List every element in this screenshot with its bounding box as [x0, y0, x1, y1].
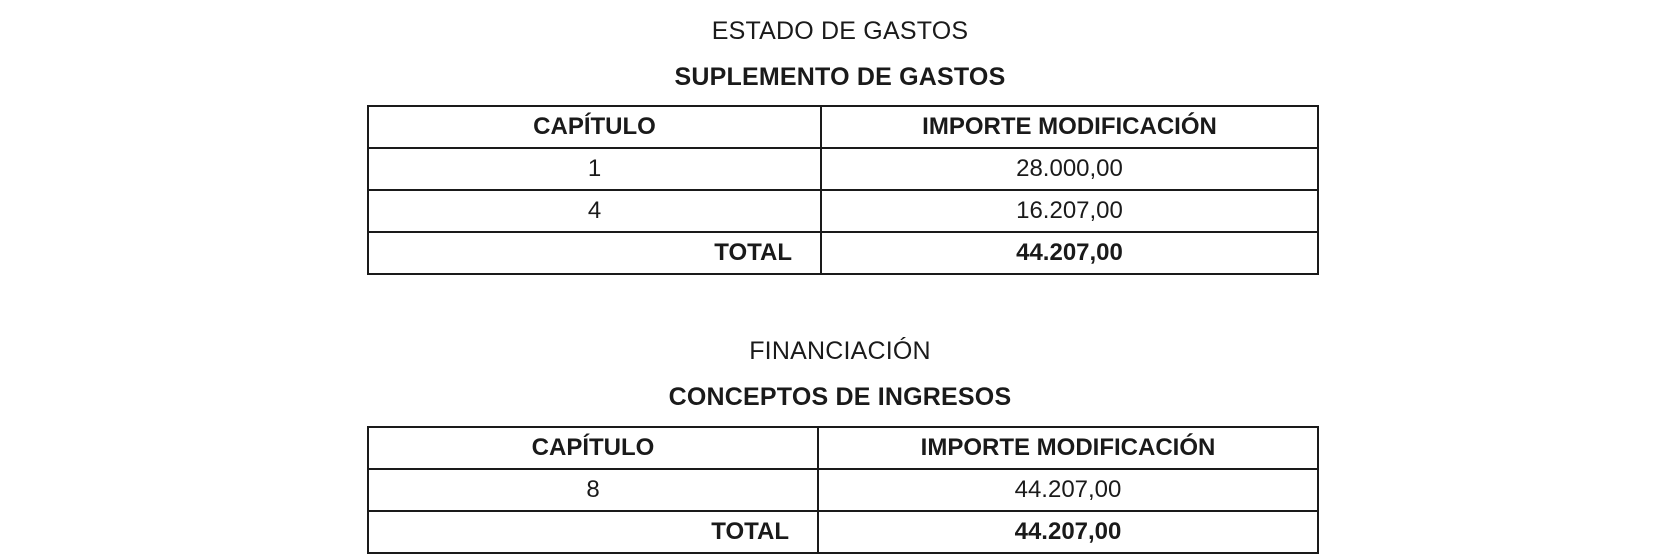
table-header-row: [368, 427, 1318, 469]
total-value: 44.207,00: [818, 511, 1318, 553]
gastos-table: [367, 105, 1319, 275]
financiacion-title: FINANCIACIÓN: [749, 337, 931, 365]
cell-importe: 28.000,00: [821, 148, 1318, 190]
column-header-importe: IMPORTE MODIFICACIÓN: [818, 427, 1318, 469]
total-label: TOTAL: [368, 511, 818, 553]
table-row: [368, 469, 1318, 511]
table-header-row: [368, 106, 1318, 148]
cell-importe: 44.207,00: [818, 469, 1318, 511]
table-row: [368, 148, 1318, 190]
gastos-title: ESTADO DE GASTOS: [711, 17, 969, 45]
table-total-row: [368, 232, 1318, 274]
column-header-capitulo: CAPÍTULO: [368, 427, 818, 469]
column-header-capitulo: CAPÍTULO: [368, 106, 821, 148]
total-value: 44.207,00: [821, 232, 1318, 274]
gastos-subtitle: SUPLEMENTO DE GASTOS: [674, 63, 1006, 91]
ingresos-table: [367, 426, 1319, 554]
cell-capitulo: 1: [368, 148, 821, 190]
cell-capitulo: 8: [368, 469, 818, 511]
table-row: [368, 190, 1318, 232]
financiacion-subtitle: CONCEPTOS DE INGRESOS: [668, 383, 1012, 411]
total-label: TOTAL: [368, 232, 821, 274]
table-total-row: [368, 511, 1318, 553]
cell-capitulo: 4: [368, 190, 821, 232]
column-header-importe: IMPORTE MODIFICACIÓN: [821, 106, 1318, 148]
cell-importe: 16.207,00: [821, 190, 1318, 232]
